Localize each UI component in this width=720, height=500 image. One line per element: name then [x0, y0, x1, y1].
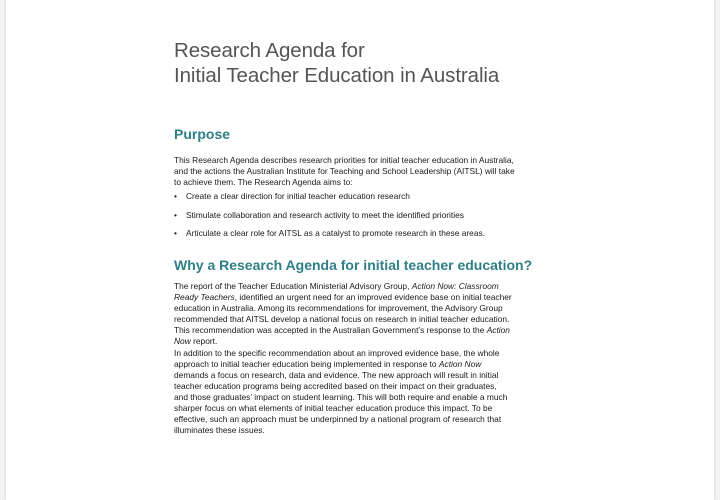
- paragraph-line: recommended that AITSL develop a national focus on research in initial teacher education.: [174, 314, 510, 324]
- why-paragraph-2: [174, 348, 507, 436]
- purpose-aims-list: [174, 191, 485, 247]
- paragraph-line: teacher education programs being accredited based on their impact on their graduates,: [174, 381, 497, 391]
- paragraph-line: illuminates these issues.: [174, 425, 265, 435]
- page-content: [174, 38, 534, 435]
- document-page: [6, 0, 714, 500]
- why-paragraph-1: [174, 281, 512, 347]
- list-item-text: Stimulate collaboration and research activity to meet the identified priorities: [186, 209, 464, 220]
- purpose-intro: [174, 155, 515, 188]
- document-title: [174, 38, 534, 88]
- bullet-icon: •: [174, 228, 177, 238]
- paragraph-line: and those graduates’ impact on student learning. This will both require and enable a much: [174, 392, 508, 402]
- paragraph-line: education in Australia. Among its recommendations for improvement, the Advisory Group: [174, 303, 503, 313]
- text-run: The report of the Teacher Education Ministerial Advisory Group,: [174, 281, 412, 291]
- bullet-icon: •: [174, 209, 177, 220]
- why-heading: Why a Research Agenda for initial teacher education?: [174, 257, 533, 273]
- text-run: approach to initial teacher education being implemented in response to: [174, 359, 439, 369]
- list-item: [174, 191, 485, 202]
- list-item: [174, 210, 485, 221]
- paragraph-line: demands a focus on research, data and evidence. The new approach will result in initial: [174, 370, 499, 380]
- paragraph-line: [174, 325, 512, 336]
- paragraph-line: In addition to the specific recommendation about an improved evidence base, the whole: [174, 348, 500, 358]
- text-run: , identified an urgent need for an improved evidence base on initial teacher: [234, 292, 512, 302]
- paragraph-line: effective, such an approach must be underpinned by a national program of research that: [174, 414, 502, 424]
- text-run: report.: [190, 336, 218, 346]
- list-item-text: Articulate a clear role for AITSL as a catalyst to promote research in these areas.: [186, 228, 486, 238]
- paragraph-line: [174, 359, 507, 370]
- list-item: [174, 228, 485, 239]
- text-run: This recommendation was accepted in the Australian Government’s response to the: [174, 325, 487, 335]
- paragraph-line: [174, 292, 512, 303]
- report-title-italic: Action: [486, 325, 510, 335]
- report-title-italic: Ready Teachers: [174, 292, 235, 302]
- title-line-2: Initial Teacher Education in Australia: [174, 64, 500, 87]
- purpose-heading: Purpose: [174, 126, 231, 142]
- bullet-icon: •: [174, 191, 177, 201]
- report-title-italic: Action Now: [438, 359, 482, 369]
- paragraph-line: [174, 281, 512, 292]
- paragraph-line: [174, 336, 512, 347]
- purpose-intro-line: and the actions the Australian Institute for Teaching and School Leadership (AITSL) will take: [174, 166, 515, 176]
- report-title-italic: Now: [174, 336, 191, 346]
- purpose-intro-line: This Research Agenda describes research priorities for initial teacher education in Australia,: [174, 155, 514, 165]
- paragraph-line: sharper focus on what elements of initial teacher education produce this impact. To be: [174, 403, 493, 413]
- report-title-italic: Action Now: Classroom: [411, 281, 499, 291]
- purpose-intro-line: to achieve them. The Research Agenda aims to:: [174, 177, 353, 187]
- title-line-1: Research Agenda for: [174, 39, 365, 62]
- list-item-text: Create a clear direction for initial teacher education research: [186, 191, 410, 201]
